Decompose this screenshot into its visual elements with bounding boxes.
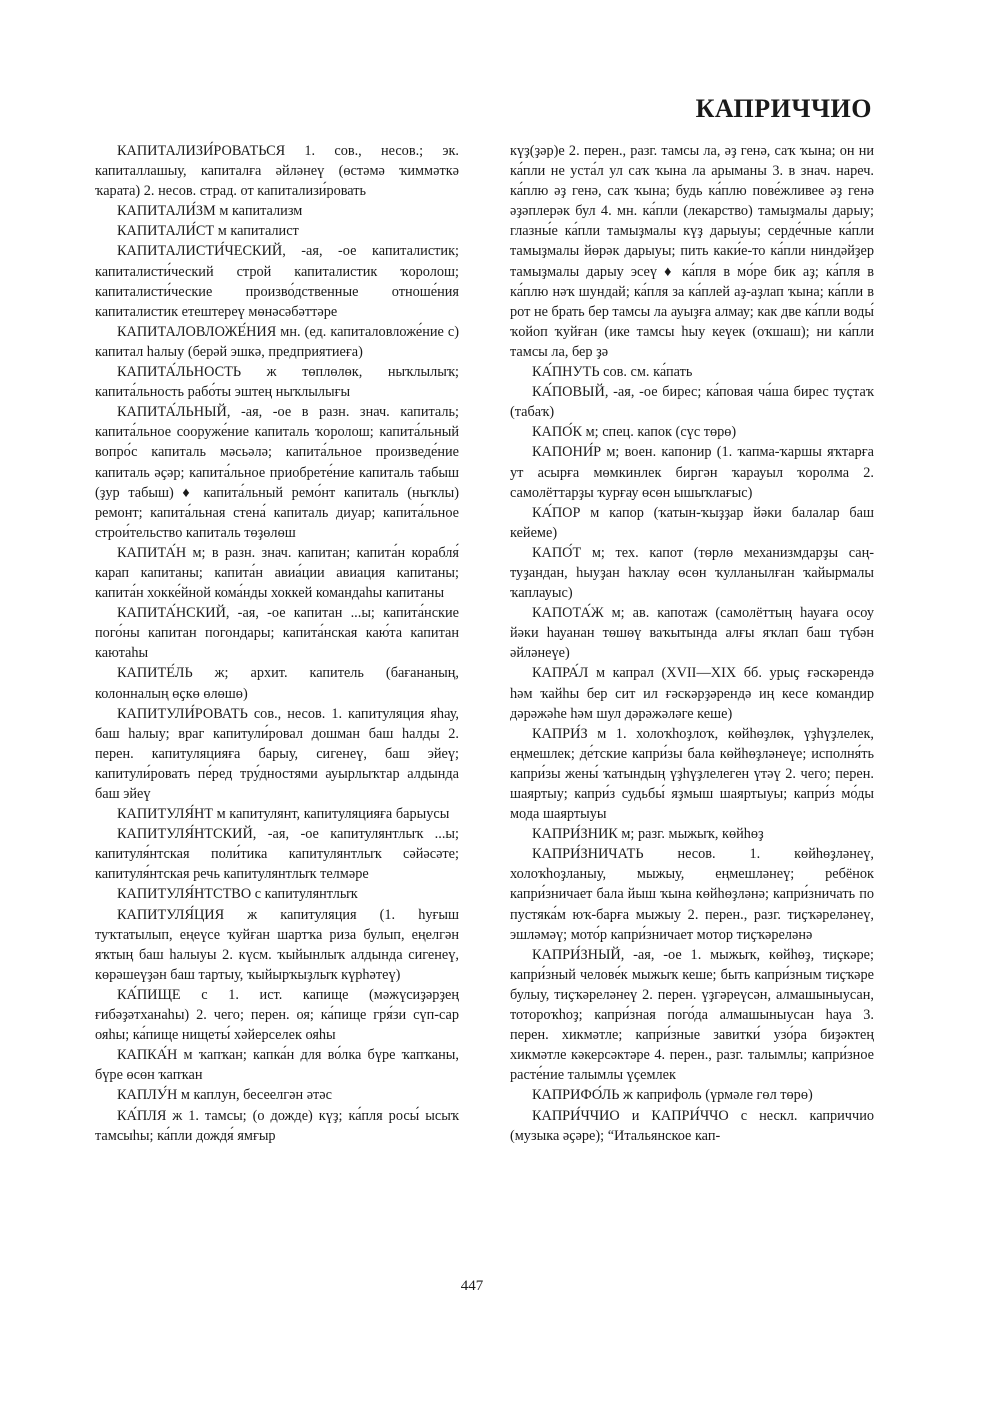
dictionary-entry: КАПИТАЛОВЛОЖЕ́НИЯ мн. (ед. капиталовложе́ние с) капитал һалыу (берәй эшкә, предприятиеға) (95, 323, 459, 360)
dictionary-entry: КАПИТА́НСКИЙ, -ая, -ое капитан ...ы; капита́нские пого́ны капитан погондары; капита́нская каю́та капитан каютаһы (95, 605, 459, 662)
dictionary-entry: КАПРИФО́ЛЬ ж каприфоль (үрмәле гөл төрө) (532, 1087, 813, 1104)
dictionary-entry: КА́ПОР м капор (ҡатын-ҡыҙҙар йәки балалар баш кейеме) (510, 504, 874, 541)
dictionary-entry: КАПИТА́ЛЬНЫЙ, -ая, -ое в разн. знач. капиталь; капита́льное сооруже́ние капиталь ҡоролош; капита́льный вопро́с капиталь мәсьәлә; капита́льное произведе́ние капиталь әҫәр; капита́льное приобрете́ние капиталь табыш (ҙур табыш) ♦ капита́льный ремо́нт капиталь (ныҡлы) ремонт; капита́льная стена́ капиталь диуар; капита́льное строи́тельство капиталь төҙөлөш (95, 404, 459, 541)
dictionary-entry: КАПИТУЛЯ́ЦИЯ ж капитуляция (1. һуғыш туҡтатылып, еңеүсе ҡуйған шартҡа риза булып, еңелгән яҡтың баш һалыуы 2. күсм. ҡыйынлыҡ алдында сигенеү, көрәшеүҙән баш тартыу, ҡыйырҡыҙлыҡ күрһәтеү) (95, 906, 459, 983)
dictionary-entry: КАПИТА́ЛЬНОСТЬ ж төплөлөк, ныҡлылыҡ; капита́льность рабо́ты эштең ныҡлылығы (95, 364, 459, 401)
dictionary-entry: КАПИТЕ́ЛЬ ж; архит. капитель (бағананың, колонналың өҫкө өлөшө) (95, 665, 459, 702)
dictionary-entry: КАПИТУЛЯ́НТСТВО с капитулянтлыҡ (117, 886, 358, 903)
dictionary-entry: КАПОТА́Ж м; ав. капотаж (самолёттың һауаға осоу йәки һауанан төшөү ваҡытында алғы яҡлап баш түбән әйләнеүе) (510, 605, 874, 662)
left-column (95, 141, 459, 1146)
dictionary-entry: КАПИТА́Н м; в разн. знач. капитан; капита́н корабля́ карап капитаны; капита́н авиа́ции авиация капитаны; капита́н хокке́йной кома́нды хоккей командаһы капитаны (95, 544, 459, 602)
dictionary-entry: КАПИТАЛИ́ЗМ м капитализм (117, 203, 303, 220)
dictionary-entry: КАПО́К м; спец. капок (сүс төрө) (532, 424, 737, 441)
dictionary-entry: КАПИТАЛИ́СТ м капиталист (117, 223, 299, 240)
dictionary-entry: КАПРИ́ЗНИК м; разг. мыжыҡ, көйһөҙ (532, 826, 764, 843)
dictionary-entry: КАПРА́Л м капрал (XVII—XIX бб. урыҫ ғәскәрендә һәм ҡайһы бер сит ил ғәскәрҙәрендә иң кесе командир дәрәжәһе һәм шул дәрәжәләге кеше) (510, 665, 874, 722)
dictionary-entry-continued: күҙ(ҙәр)е 2. перен., разг. тамсы ла, әҙ генә, саҡ ҡына; он ни ка́пли не уста́л ул саҡ ҡына ла арыманы 3. в знач. нареч. ка́плю әҙ генә, саҡ ҡына; будь ка́плю пове́жливее әҙ генә әҙәплерәк бул 4. мн. ка́пли (лекарство) тамыҙмалы дарыу; глазны́е ка́пли тамыҙмалы күҙ дарыуы; серде́чные ка́пли тамыҙмалы йөрәк дарыуы; пить каки́е-то ка́пли ниндәйҙер тамыҙмалы дарыу эсеү ♦ ка́пля в мо́ре бик аҙ; ка́пля в ка́плю нәҡ шундай; ка́пля за ка́плей аҙ-аҙлап ҡына; ка́пли в рот не брать бер тамсы ла ауыҙға алмау; как две ка́пли воды́ ҡойоп ҡуйған (ике тамсы һыу кеүек (оҡшаш); ни ка́пли тамсы ла, бер ҙә (510, 143, 874, 360)
dictionary-entry: КА́ПНУТЬ сов. см. ка́пать (532, 364, 693, 381)
dictionary-entry: КА́ПИЩЕ с 1. ист. капище (мәжүсиҙәрҙең ғибәҙәтханаһы) 2. чего; перен. оя; ка́пище гря́зи сүп-сар ояһы; ка́пище нищеты́ хәйерселек ояһы (95, 986, 459, 1044)
page-header: КАПРИЧЧИО (695, 94, 872, 123)
dictionary-entry: КАПРИ́ЧЧИО и КАПРИ́ЧЧО с нескл. каприччио (музыка әҫәре); “Итальянское кап- (510, 1107, 874, 1144)
dictionary-entry: КАПЛУ́Н м каплун, бесеелгән әтәс (117, 1087, 332, 1104)
dictionary-entry: КА́ПОВЫЙ, -ая, -ое бирес; ка́повая ча́ша бирес туҫтаҡ (табаҡ) (510, 384, 874, 421)
page-number: 447 (460, 1278, 484, 1294)
right-column (510, 141, 874, 1146)
dictionary-entry: КАПРИ́ЗНИЧАТЬ несов. 1. көйһөҙләнеү, холоҡһоҙланыу, мыжыу, еңмешләнеү; ребёнок капри́зничает бала йыш ҡына көйһөҙләнә; капри́зничать по пустяка́м юҡ-барға мыжыу 2. перен., разг. тиҫҡәреләнеү, эшләмәү; мото́р капри́зничает мотор тиҫҡәреләнә (510, 846, 874, 943)
dictionary-entry: КАПРИ́З м 1. холоҡһоҙлоҡ, көйһөҙлөк, үҙһүҙлелек, еңмешлек; де́тские капри́зы бала көйһөҙләнеүе; исполня́ть капри́зы жены́ ҡатындың үҙһүҙлелеген үтәү 2. чего; перен. шаяртыу; капри́з судьбы́ яҙмыш шаяртыуы; капри́з мо́ды мода шаяртыуы (510, 725, 874, 823)
dictionary-entry: КАПОНИ́Р м; воен. капонир (1. ҡапма-ҡаршы яҡтарға ут асырға мөмкинлек биргән ҡарауыл ҡоролма 2. самолёттарҙы ҡурғау өсөн ышыҡлағыс) (510, 444, 874, 501)
dictionary-entry: КАПИТУЛЯ́НТСКИЙ, -ая, -ое капитулянтлыҡ ...ы; капитуля́нтская поли́тика капитулянтлыҡ сәйәсәте; капитуля́нтская речь капитулянтлыҡ телмәре (95, 826, 459, 883)
dictionary-entry: КАПИТУЛЯ́НТ м капитулянт, капитуляцияға барыусы (117, 806, 450, 823)
dictionary-entry: КАПИТУЛИ́РОВАТЬ сов., несов. 1. капитуляция яһау, баш һалыу; враг капитули́ровал дошман баш һалды 2. перен. капитуляцияға барыу, сигенеү, баш эйеү; капитули́ровать пе́ред тру́дностями ауырлыҡтар алдында баш эйеү (95, 705, 459, 802)
dictionary-entry: КАПИТАЛИСТИ́ЧЕСКИЙ, -ая, -ое капиталистик; капиталисти́ческий строй капиталистик ҡоролош; капиталисти́ческие произво́дственные отноше́ния капиталистик етештереү мөнәсәбәттәре (95, 243, 459, 320)
dictionary-entry: КАПО́Т м; тех. капот (төрлө механизмдарҙы саң-туҙандан, һыуҙан һаҡлау өсөн ҡулланылған ҡайырмалы ҡаплауыс) (510, 544, 874, 602)
dictionary-entry: КАПКА́Н м ҡапҡан; капка́н для во́лка бүре ҡапҡаны, бүре өсөн ҡапҡан (95, 1047, 459, 1084)
dictionary-entry: КА́ПЛЯ ж 1. тамсы; (о дожде) күҙ; ка́пля росы́ ысыҡ тамсыһы; ка́пли дождя́ ямғыр (95, 1107, 459, 1144)
dictionary-entry: КАПРИ́ЗНЫЙ, -ая, -ое 1. мыжыҡ, көйһөҙ, тиҫкәре; капри́зный челове́к мыжыҡ кеше; быть капри́зным тиҫҡәре булыу, тиҫҡәреләнеү 2. перен. үҙгәреүсән, алмашыныусан, тотороҡһоҙ; капри́зная пого́да алмашыныусан һауа 3. перен. хикмәтле; капри́зные завитки́ узо́ра биҙәктең хикмәтле кәкерсәктәре 4. перен., разг. талымлы; капри́зное расте́ние талымлы үҫемлек (510, 946, 874, 1084)
dictionary-entry: КАПИТАЛИЗИ́РОВАТЬСЯ 1. сов., несов.; эк. капиталлашыу, капиталға әйләнеү (өстәмә ҡиммәткә ҡарата) 2. несов. страд. от капитализи́ровать (95, 143, 459, 200)
